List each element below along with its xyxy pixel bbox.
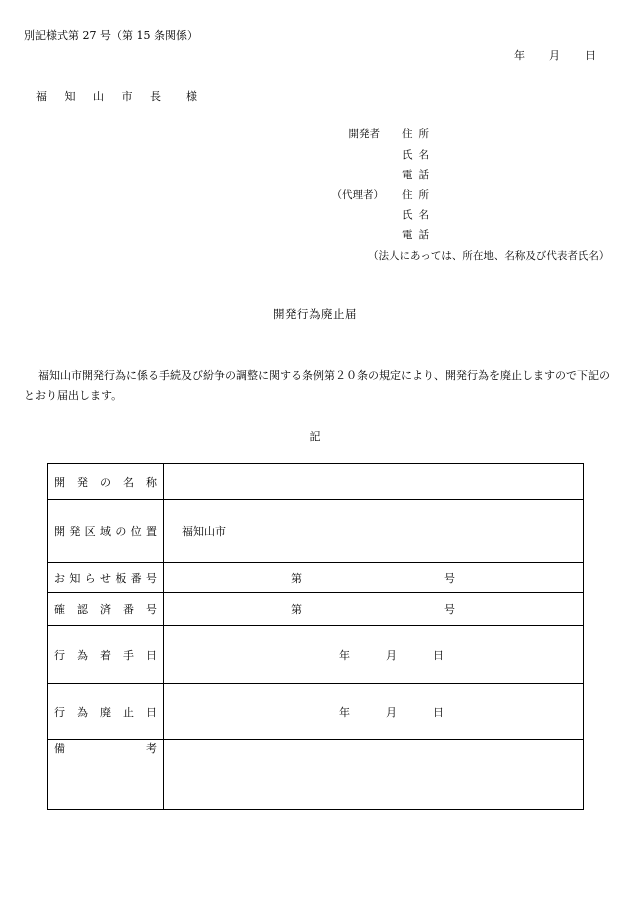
agent-address-label: 住所	[402, 189, 435, 201]
row-remarks	[48, 740, 584, 810]
notice-gou-label: 号	[444, 571, 455, 585]
date-month-label: 月	[549, 49, 560, 62]
confirmed-number-label: 確 認 済 番 号	[48, 593, 164, 626]
remarks-label: 備 考	[48, 740, 164, 810]
start-year-label: 年	[339, 648, 350, 662]
row-confirmed-number	[48, 593, 584, 626]
development-area-label: 開 発 区 域 の 位 置	[48, 500, 164, 563]
remarks-field[interactable]	[164, 740, 584, 810]
notice-dai-label: 第	[291, 571, 302, 585]
form-number: 別記様式第 27 号（第 15 条関係）	[24, 29, 198, 42]
development-name-label: 開 発 の 名 称	[48, 464, 164, 500]
agent-label: （代理者）	[331, 189, 384, 201]
abolish-year-label: 年	[339, 705, 350, 719]
development-area-value: 福知山市	[182, 525, 226, 538]
confirmed-gou-label: 号	[444, 603, 455, 616]
abolish-date-field[interactable]	[164, 684, 584, 740]
developer-label: 開発者	[348, 128, 380, 140]
start-date-label: 行 為 着 手 日	[48, 626, 164, 684]
body-text: 福知山市開発行為に係る手続及び紛争の調整に関する条例第２０条の規定により、開発行為を廃止しますので下記のとおり届出します。	[24, 369, 610, 402]
developer-phone-label: 電話	[402, 169, 435, 181]
agent-name-label: 氏名	[402, 209, 435, 221]
developer-name-label: 氏名	[402, 149, 435, 161]
abolish-date-label: 行 為 廃 止 日	[48, 684, 164, 740]
row-start-date	[48, 626, 584, 684]
abolish-month-label: 月	[386, 705, 397, 719]
notice-board-number-field[interactable]	[164, 563, 584, 593]
date-year-label: 年	[514, 49, 525, 62]
start-month-label: 月	[386, 648, 397, 662]
development-area-field[interactable]	[164, 500, 584, 563]
row-notice-board-number	[48, 563, 584, 593]
row-development-area	[48, 500, 584, 563]
ki-heading: 記	[309, 430, 321, 443]
confirmed-number-field[interactable]	[164, 593, 584, 626]
development-name-field[interactable]	[164, 464, 584, 500]
developer-address-label: 住所	[402, 128, 435, 140]
corporation-note: （法人にあっては、所在地、名称及び代表者氏名）	[368, 250, 610, 262]
notice-board-number-label: お 知 ら せ 板 番 号	[48, 563, 164, 593]
row-development-name	[48, 464, 584, 500]
document-title: 開発行為廃止届	[273, 307, 357, 321]
agent-phone-label: 電話	[402, 229, 435, 241]
start-day-label: 日	[433, 648, 444, 662]
start-date-field[interactable]	[164, 626, 584, 684]
addressee: 福 知 山 市 長 様	[36, 90, 204, 103]
abolish-day-label: 日	[433, 705, 444, 719]
confirmed-dai-label: 第	[291, 603, 302, 616]
date-day-label: 日	[585, 49, 596, 62]
row-abolish-date	[48, 684, 584, 740]
form-table	[47, 463, 584, 810]
